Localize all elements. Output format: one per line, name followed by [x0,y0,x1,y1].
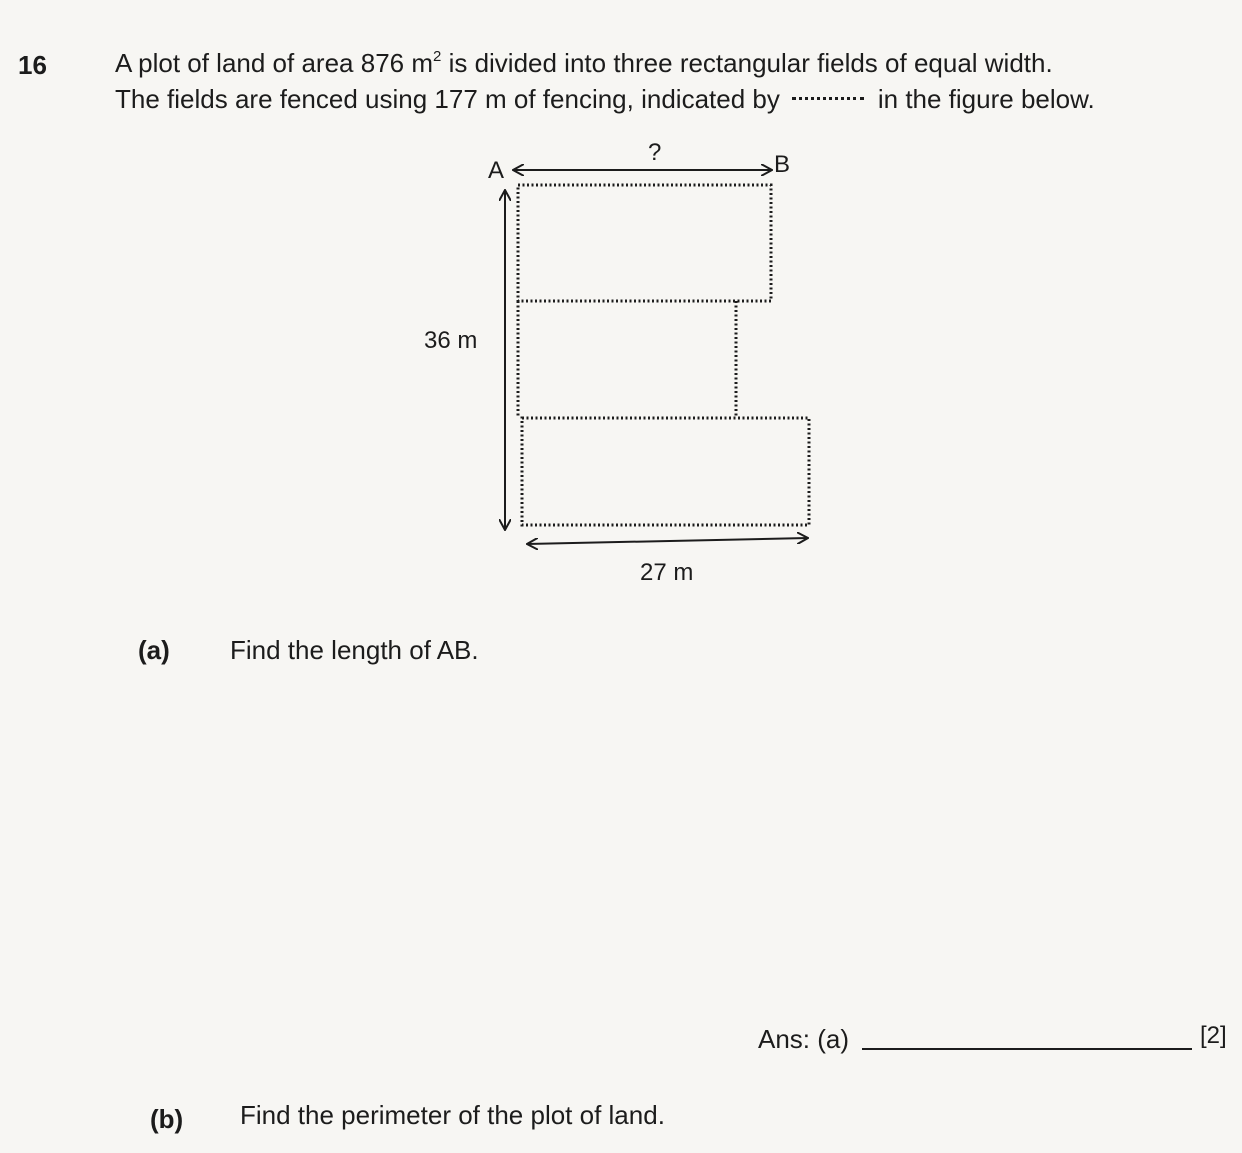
fence-lines [518,185,809,525]
part-a-tag: (a) [138,635,170,665]
part-b-tag: (b) [150,1104,184,1134]
width-arrow [527,538,808,544]
answer-a-prefix: Ans: (a) [758,1024,850,1054]
height-label: 36 m [424,327,478,354]
question-number: 16 [18,50,47,80]
unknown-length-label: ? [648,139,662,166]
part-a-question: Find the length of AB. [230,635,479,665]
part-a-marks: [2] [1200,1022,1227,1049]
width-label: 27 m [640,559,694,586]
superscript-two: 2 [433,48,442,65]
question-line-2-rest: in the figure below. [877,84,1095,114]
bottom-field [522,418,809,525]
answer-a-line[interactable] [862,1048,1192,1050]
top-field [518,185,771,301]
part-b-question: Find the perimeter of the plot of land. [240,1100,665,1130]
question-line-2-text: The fields are fenced using 177 m of fencing, indicated by [115,84,780,114]
point-b-label: B [774,151,791,178]
point-a-label: A [488,157,505,184]
question-line-1-text: A plot of land of area 876 m [115,48,433,78]
question-line-1-rest: is divided into three rectangular fields of equal width. [441,48,1053,78]
